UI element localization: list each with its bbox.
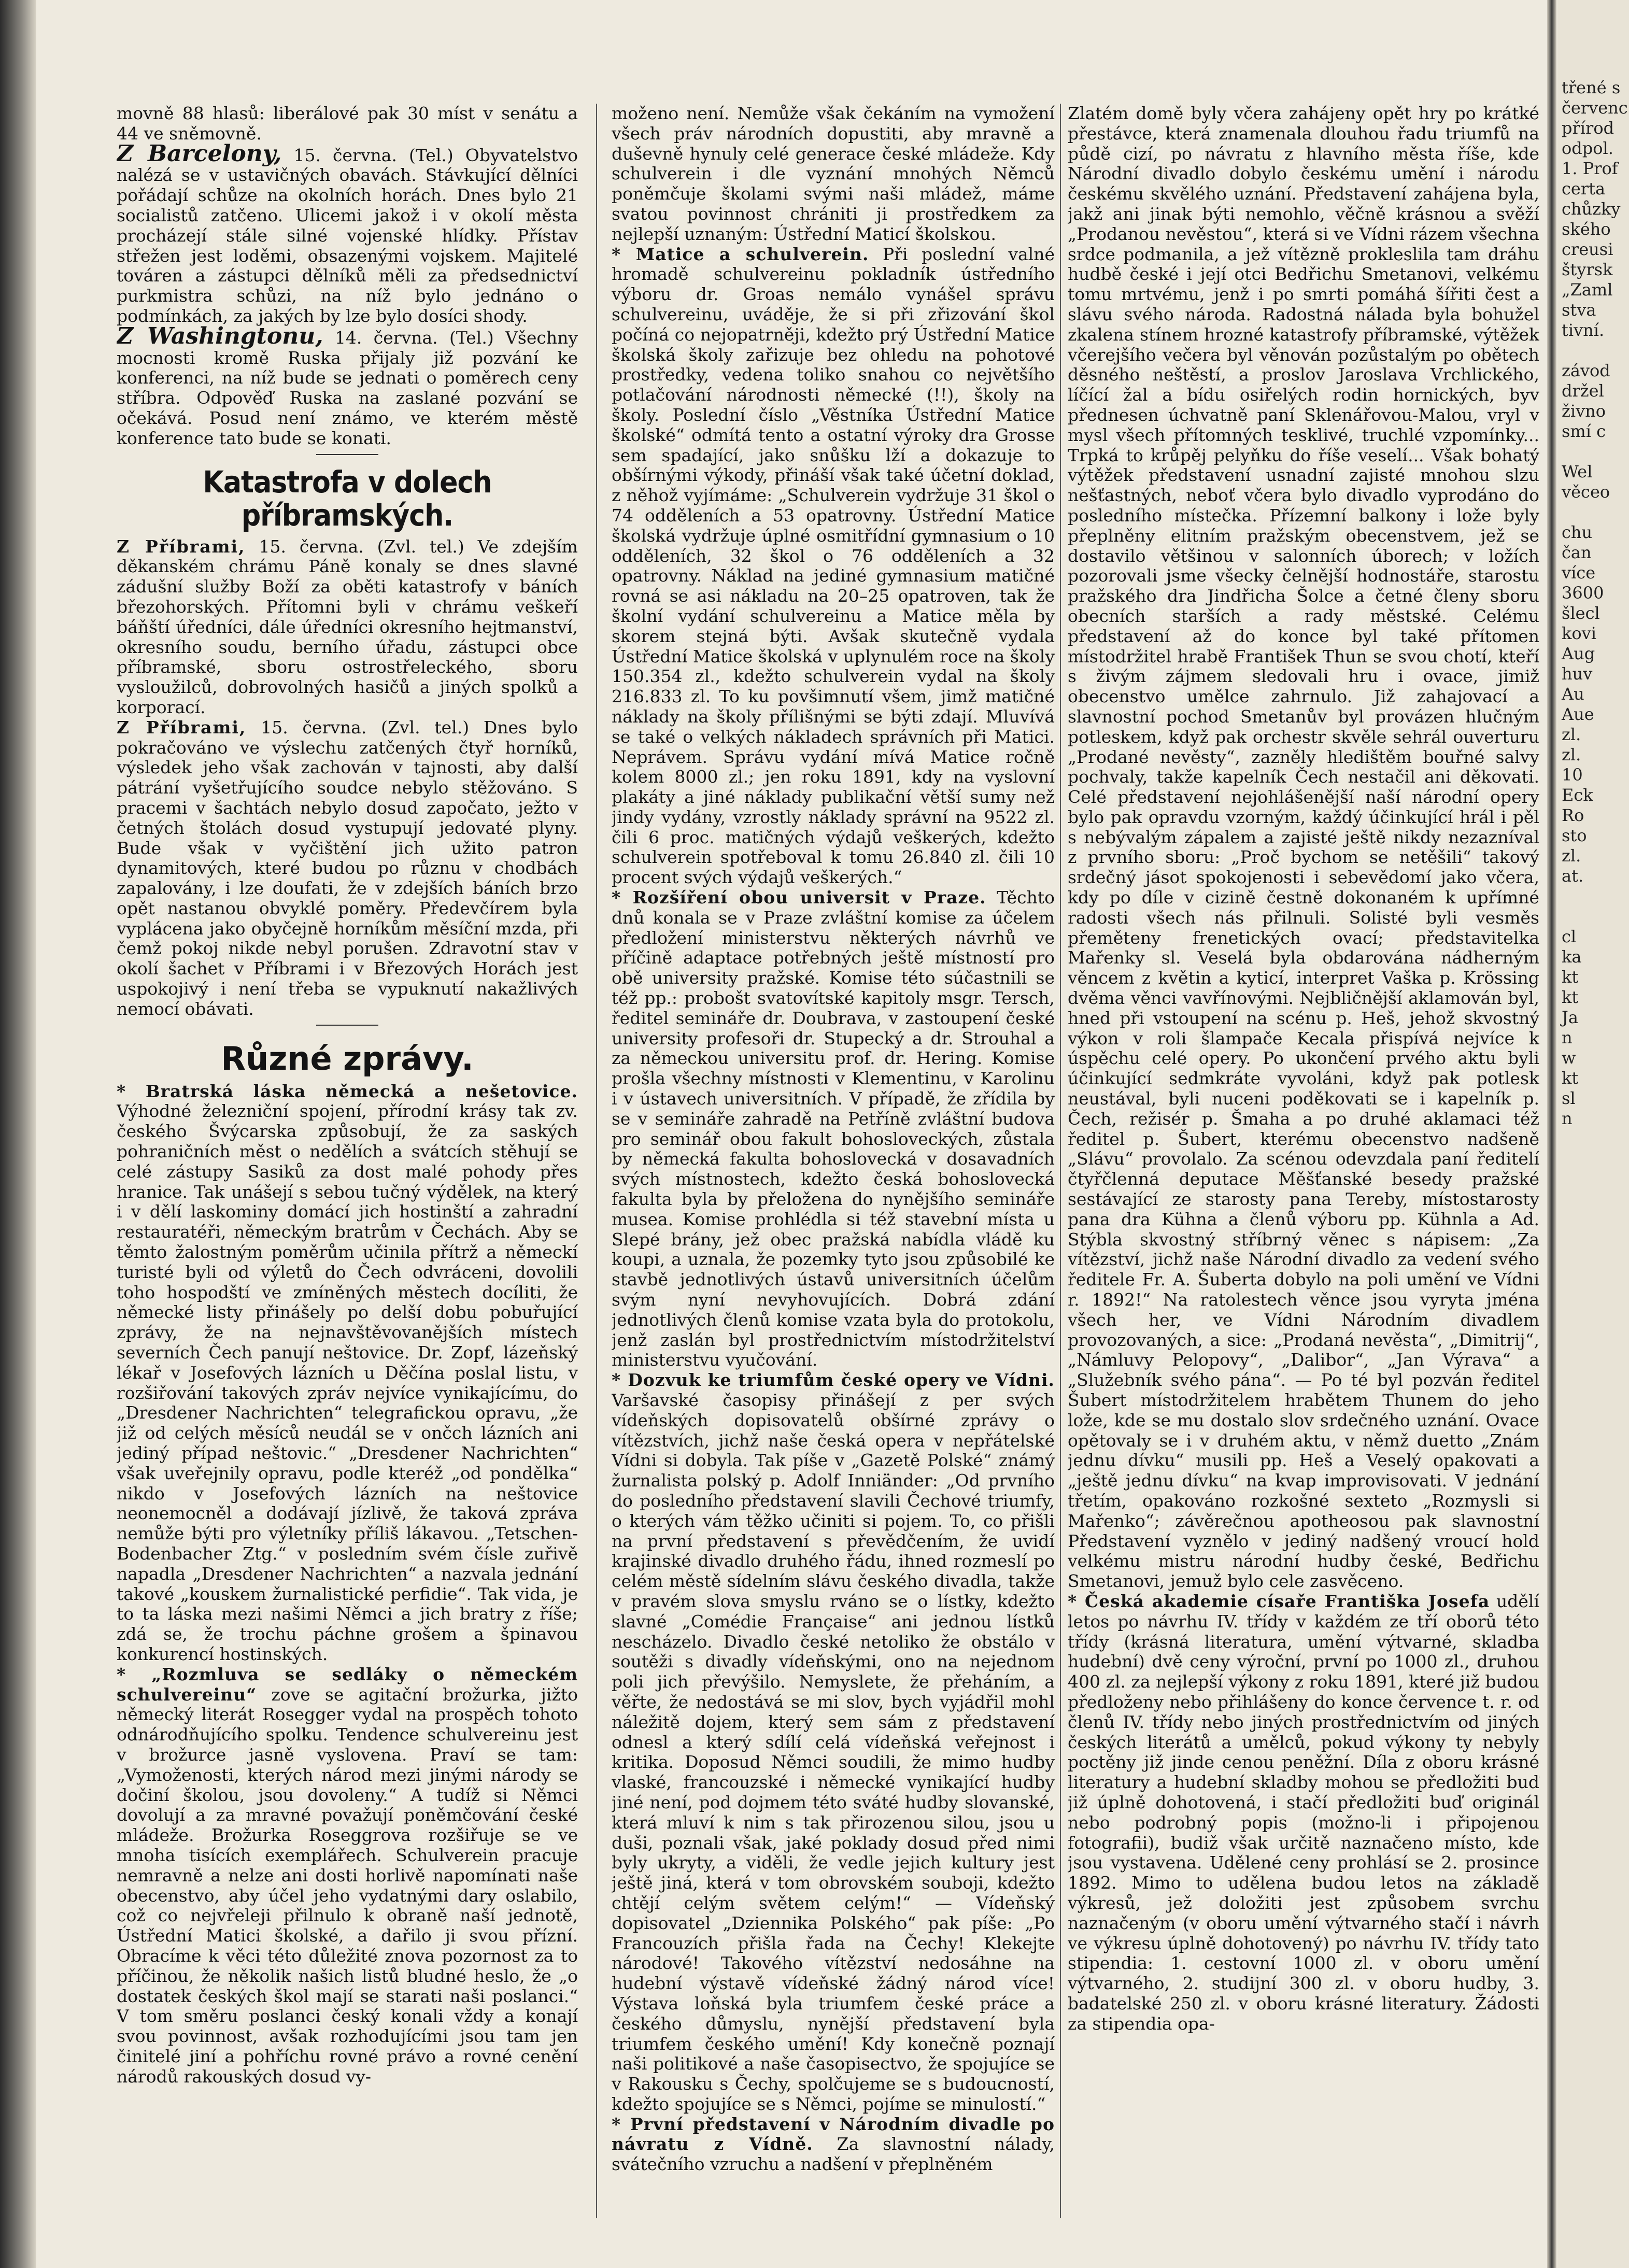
akademie-article <box>1068 1592 1539 2034</box>
rozmluva-title: * „Rozmluva se sedláky o německém schulvereinu“ <box>117 1664 578 1705</box>
pribram-body-1: 15. června. (Zvl. tel.) Ve zdejším děkanském chrámu Páně konaly se dnes slavné zádušní služby Boží za oběti katastrofy v báních březohorských. Přítomni byli v chrámu veškeří báňští úředníci, dále úředníci okresního hejtmanství, okresního soudu, berního úřadu, zástupci obce příbramské, sboru ostrostřeleckého, sboru vysloužilců, dobrovolných hasičů a jiných spolků a korporací. <box>117 536 578 717</box>
adjacent-page-text: třené s červenc přírod odpol. 1. Prof certa chůzky ského creusi štyrsk „Zaml stva tivní. závod držel živno smí c Wel věceo chu čan více 3600 šlecl kovi Aug huv Au Aue zl. zl. 10 Eck Ro sto zl. at. cl ka kt kt Ja n w kt sl n <box>1562 78 1628 1128</box>
column-1-intro: movně 88 hlasů: liberálové pak 30 míst v senátu a 44 ve sněmovně. <box>117 104 578 144</box>
matice-body: Při poslední valné hromadě schulvereinu pokladník ústředního výboru dr. Groas nemálo vynášel správu schulvereinu, uváděje, že si při zřizování škol počíná co nejopatrněji, kdežto prý Ústřední Matice školská školy zařizuje bez ohledu na pohotové prostředky, vedena toliko snahou co největšího potlačování národnosti německé (!!), školy na školy. Poslední číslo „Věstníka Ústřední Matice školské“ odmítá tento a ostatní výroky dra Grosse sem spadající, jako snůšku lží a dokazuje to obšírnými výkody, přináší však také účetní doklad, z něhož vyjímáme: „Schulverein vydržuje 31 škol o 74 odděleních a 53 opatrovny. Ústřední Matice školská vydržuje úplné osmitřídní gymnasium o 10 odděleních, 32 škol o 76 odděleních a 32 opatrovny. Náklad na jediné gymnasium matičné rovná se asi nákladu na 20–25 opatroven, tak že školní vydání schulvereinu a Matice měla by skorem stejná býti. Avšak skutečně vydala Ústřední Matice školská v uplynulém roce na školy 150.354 zl., kdežto schulverein vydal na školy 216.833 zl. To ku povšimnutí všem, jimž matičné náklady na školy přílišnými se býti zdají. Mluvívá se také o velkých nákladech správních při Matici. Neprávem. Správu vydání mívá Matice ročně kolem 8000 zl.; jen roku 1891, kdy na vyslovní plakáty a jiné náklady publikační větší sumy než jindy vydány, vzrostly náklady správní na 9522 zl. čili 6 proc. matičných výdajů veškerých, kdežto schulverein spotřeboval k tomu 26.840 zl. čili 10 procent svých výdajů veškerých.“ <box>612 244 1055 888</box>
adjacent-page-strip <box>1557 0 1629 2268</box>
prvni-article <box>612 2115 1055 2175</box>
section-divider <box>316 1025 378 1026</box>
barcelona-body: 15. června. (Tel.) Obyvatelstvo nalézá se v ustavičných obavách. Stávkující dělníci pořádají schůze na okolních horách. Dnes bylo 21 socialistů zatčeno. Ulicemi jakož i v okolí města procházejí stále silné vojenské hlídky. Přístav střežen jest loděmi, obsazenými vojskem. Majitelé továren a zástupci dělníků měli za předsednictví purkmistra schůzi, na níž bylo jednáno o podmínkách, za jakých by lze bylo dosíci shody. <box>117 145 578 326</box>
headline-katastrofa: Katastrofa v dolech příbramských. <box>203 464 492 533</box>
pribram-dateline-2: Z Příbrami, <box>117 717 247 738</box>
dozvuk-body: Varšavské časopisy přinášejí z per svých vídeňských dopisovatelů obšírné zprávy o vítězstvích, jichž naše česká opera v nepřátelské Vídni si dobyla. Tak píše v „Gazetě Polské“ známý žurnalista polský p. Adolf Inniänder: „Od prvního do posledního představení slavili Čechové triumfy, o kterých vám těžko učiniti si pojem. To, co přišli na první představení s převědčením, že uvidí krajinské divadlo druhého řádu, ihned rozmeslí po celém městě sídelním slávu českého divadla, takže v pravém slova smyslu rváno se o lístky, kdežto slavné „Comédie Française“ ani jednou lístků nescházelo. Divadlo české netoliko že obstálo v soutěži s divadly vídeňskými, ono na nejednom poli jich převýšilo. Nemyslete, že přeháním, a věřte, že nedostává se mi slov, bych vyjádřil mohl náležitě dojem, který sem sám z představení odnesl a který sdílí celá vídeňská veřejnost i kritika. Doposud Němci soudili, že mimo hudby vlaské, francouzské i německé vynikající hudby jiné není, pod dojmem této sváté hudby slovanské, která mluví k nim s tak přirozenou silou, jsou u duši, poznali však, jaké poklady dosud před nimi byly ukryty, a viděli, že vedle jejich kultury jest ještě jiná, která v tom obrovském souboji, kdežto chtějí celým světem celým!“ — Vídeňský dopisovatel „Dziennika Polského“ pak píše: „Po Francouzích přišla řada na Čechy! Klekejte národové! Takového vítězství nedosáhne na hudební výstavě vídeňské žádný národ více! Výstava loňská byla triumfem české práce a českého důmyslu, nynější představení byla triumfem českého umění! Kdy konečně poznají naši politikové a naše časopisectvo, že spojujíce se v Rakousku s Čechy, spolčujeme se s budoucností, kdežto spojujíce se s Němci, pojíme se minulostí.“ <box>612 1390 1055 2114</box>
column-rule <box>1060 104 1061 2218</box>
barcelona-article <box>117 140 578 327</box>
bratrska-body: Výhodné železniční spojení, přírodní krásy tak zv. českého Švýcarska způsobují, že za saských pohraničních měst o nedělích a svátcích stěhují se celé zástupy Sasiků za dost malé pohody přes hranice. Tak unášejí s sebou tučný výdělek, na který i v dělí laskominy domácí jich hostinští a zahradní restauratéři, německým bratrům v Čechách. Aby se těmto žalostným poměrům učinila přítrž a německí turisté byli od výletů do Čech odvráceni, dovolili toho hospodští ve zmíněných městech docíliti, že německé listy přinášely po delší dobu pobuřující zprávy, že na nejnavštěvovanějších místech severních Čech panují neštovice. Dr. Zopf, lázeňský lékař v Josefových lázních u Děčína poslal listu, v rozšiřování takových zpráv nejvíce vynikajícímu, do „Dresdener Nachrichten“ telegrafickou opravu, „že již od celých měsíců neudál se v ončch lázních ani jediný případ neštovic.“ „Dresdener Nachrichten“ však uveřejnily opravu, podle kteréž „od pondělka“ nikdo v Josefových lázních na neštovice neonemocněl a dodávají jízlivě, že taková zpráva nemůže býti pro výletníky příliš lákavou. „Tetschen-Bodenbacher Ztg.“ v posledním svém čísle zuřivě napadla „Dresdener Nachrichten“ a nazvala jednání takové „kouskem žurnalistické perfidie“. Tak vida, je to ta láska mezi našimi Němci a jich bratry z říše; zdá se, že trochu páchne grošem a špinavou konkurencí hostinských. <box>117 1101 578 1664</box>
column-3 <box>1068 104 1539 2255</box>
column-1 <box>117 104 578 2255</box>
dozvuk-article <box>612 1370 1055 2114</box>
rozsireni-body: Těchto dnů konala se v Praze zvláštní komise za účelem předložení ministerstvu některých návrhů ve příčině adaptace potřebných ještě místností pro obě university pražské. Komise této súčastnili se též pp.: probošt svatovítské kapitoly msgr. Tersch, ředitel semináře dr. Doubrava, v zastoupení české university profesoři dr. Stupecký a dr. Strouhal a za německou universitu prof. dr. Hering. Komise prošla všechny místnosti v Klementinu, v Karolinu i v ústavech universitních. V případě, že zřídila by se v semináře zahradě na Petříně zvláštní budova pro seminář obou fakult bohosloveckých, zůstala by německá fakulta bohoslovecká v dosavadních svých místnostech, kdežto česká bohoslovecká fakulta byla by přeložena do nynějšího semináře musea. Komise prohlédla si též stavební místa u Slepé brány, jež obec pražská nabídla vládě ku koupi, a uznala, že pozemky tyto jsou způsobilé ke stavbě jednotlivých ústavů universitních účelům svým nyní nevyhovujících. Dobrá zdání jednotlivých členů komise vzata byla do protokolu, jenž zaslán byl prostřednictvím místodržitelství ministerstvu vyučování. <box>612 887 1055 1370</box>
section-divider <box>316 454 378 455</box>
matice-article <box>612 245 1055 888</box>
prvni-title: * První představení v Národním divadle po návratu z Vídně. <box>612 2114 1055 2154</box>
akademie-body: udělí letos po návrhu IV. třídy v každém ze tří oborů této třídy (krásná literatura, umění výtvarné, skladba hudební) dvě ceny výroční, první po 1000 zl., druhou 400 zl. za nejlepší výkony z roku 1891, které již budou předloženy nebo přihlášeny do konce července t. r. od členů IV. třídy nebo jiných prostřednictvím od jiných českých literátů a umělců, pokud výkony ty nebyly poctěny již jinde cenou peněžní. Díla z oboru krásné literatury a hudební skladby mohou se předložiti buď již úplně dohotovená, i stačí předložiti buď originál nebo podrobný popis (možno-li i připojenou fotografii), budiž však určitě naznačeno místo, kde jsou vystavena. Udělené ceny prohlásí se 2. prosince 1892. Mimo to udělena budou letos na základě výkresů, jež doložiti jest způsobem svrchu naznačeným (v oboru umění výtvarného stačí i návrh ve výkresu úplně dohotovený) po návrhu IV. třídy tato stipendia: 1. cestovní 1000 zl. v oboru umění výtvarného, 2. studijní 300 zl. v oboru hudby, 3. badatelské 250 zl. v oboru krásné literatury. Žádosti za stipendia opa- <box>1068 1591 1539 2034</box>
matice-title: * Matice a schulverein. <box>612 244 869 264</box>
dozvuk-title: * Dozvuk ke triumfům české opery ve Vídni. <box>612 1370 1055 1391</box>
binding-gutter <box>0 0 36 2268</box>
page-fold <box>1547 0 1556 2268</box>
pribram-dateline-1: Z Příbrami, <box>117 536 246 557</box>
column-2-intro: moženo není. Nemůže však čekáním na vymožení všech práv národních dopustiti, aby mravně a duševně hynuly celé generace české mládeže. Kdy schulverein i dle vyznání mnohých Němců poněmčuje školami svými naši mládež, máme svatou povinnost chrániti ji prostředkem za nejlepší uznaným: Ústřední Maticí školskou. <box>612 104 1055 244</box>
column-rule <box>596 104 597 2218</box>
rozsireni-article <box>612 888 1055 1370</box>
washington-dateline: Z Washingtonu, <box>117 322 323 349</box>
pribram-article-2 <box>117 718 578 1019</box>
barcelona-dateline: Z Barcelony, <box>117 140 282 167</box>
akademie-title: * Česká akademie císaře Františka Josefa <box>1068 1591 1490 1611</box>
column-3-intro: Zlatém domě byly včera zahájeny opět hry po krátké přestávce, která znamenala dlouhou řadu triumfů na půdě cizí, po návratu z hlavního města říše, kde Národní divadlo dobylo českému umění i národu českému skvělého uznání. Představení zahájena byla, jakž ani jinak býti nemohlo, věčně krásnou a svěží „Prodanou nevěstou“, která si ve Vídni rázem všechna srdce podmanila, a jež vítězně prokleslila tam dráhu hudbě české i její otci Bedřichu Smetanovi, velkému tomu mrtvému, jenž i po smrti pomáhá šířiti čest a slávu svého národa. Radostná nálada byla bohužel zkalena stínem hrozné katastrofy příbramské, výtěžek včerejšího večera byl věnován pozůstalým po obětech děsného neštěstí, a proslov Jaroslava Vrchlického, líčící žal a bídu osiřelých rodin hornických, byv přednesen úchvatně paní Sklenářovou-Malou, vryl v mysl všech přítomných tesklivé, truchlé vzpomínky... Trpká to krůpěj pelyňku do říše veselí... Však bohatý výtěžek představení usnadní zajisté mnohou slzu nešťastných, neboť včera bylo divadlo vyprodáno do posledního místečka. Přízemní balkony i lože byly přeplněny elitním pražským obecenstvem, jež se dostavilo většinou v salonních úborech; v ložích pozorovali jsme všecky čelnější hodnostáře, starostu pražského dra Jindřicha Šolce a četné členy sboru obecních starších a rady městské. Celému představení až do konce byl také přítomen místodržitel hrabě František Thun se svou chotí, kteří s živým zájmem sledovali hru i ovace, jimiž obecenstvo umělce zahrnulo. Již zahajovací a slavnostní pochod Smetanův byl provázen hlučným potleskem, když pak orchestr skvěle sehrál ouverturu „Prodané nevěsty“, zazněly hledištěm bouřné salvy pochvaly, takže kapelník Čech nestačil ani děkovati. Celé představení nejohlášenější naší národní opery bylo pak opravdu vzorným, každý účinkující hrál i pěl s nebývalým zápalem a zajisté ještě nikdy nezazníval z prvního sboru: „Proč bychom se netěšili“ takový srdečný jásot spokojenosti i sebevědomí jako včera, kdy po díle v cizině čestně dokonaném k upřímné radosti všech nás přilnuli. Solisté byli vesměs přeměteny frenetických ovací; představitelka Mařenky sl. Veselá byla obdarována nádherným věncem z květin a kyticí, interpret Vaška p. Krössing dvěma věnci vavřínovými. Nejbličnější aklamován byl, hned při vstoupení na scénu p. Heš, jehož skvostný výkon v roli šlampače Kecala přispívá nejvíce k úspěchu celé opery. Po ukončení prvého aktu byli účinkující sedmkráte vyvoláni, když pak potlesk neustával, byli nuceni poděkovati se i kapelník p. Čech, režisér p. Šmaha a po druhé aklamaci též ředitel p. Šubert, kterému obecenstvo nadšeně „Slávu“ provolalo. Za scénou odevzdala paní ředitelí čtyřčlenná deputace Měšťanské besedy pražské sestávající ze starosty pana Tereby, místostarosty pana dra Kühna a členů výboru pp. Kühnla a Ad. Stýbla skvostný stříbrný věnec s nápisem: „Za vítězství, jichž naše Národní divadlo za vedení svého ředitele Fr. A. Šuberta dobylo na poli umění ve Vídni r. 1892!“ Na ratolestech věnce jsou vyryta jména všech her, ve Vídni Národním divadlem provozovaných, a sice: „Prodaná nevěsta“, „Dimitrij“, „Námluvy Pelopovy“, „Dalibor“, „Jan Výrava“ a „Služebník svého pána“. — Po té byl pozván ředitel Šubert místodržitelem hrabětem Thunem do jeho lože, kde se mu dostalo slov srdečného uznání. Ovace opětovaly se i v druhém aktu, v němž duetto „Znám jednu dívku“ musili pp. Heš a Veselý opakovati a „ještě jednu dívku“ na kvap improvisovati. V jednání třetím, opakováno rozkošné sexteto „Rozmysli si Mařenko“; závěrečnou apotheosou pak slavnostní Představení vyznělo v jediný nadšený vroucí hold velkému mistru národní hudby české, Bedřichu Smetanovi, jemuž bylo cele zasvěceno. <box>1068 104 1539 1592</box>
rozmluva-article <box>117 1665 578 2087</box>
rozmluva-body: zove se agitační brožurka, jižto německý literát Rosegger vydal na prospěch tohoto odnárodňujícího spolku. Tendence schulvereinu jest v brožurce jasně vyslovena. Praví se tam: „Vymoženosti, kterých národ mezi jinými národy se dočiní školou, jsou dovoleny.“ A tudíž si Němci dovolují a za mravné považují poněmčování české mládeže. Brožurka Roseggrova rozšiřuje se ve mnoha tisících exemplářech. Schulverein pracuje nemravně a nelze ani dosti horlivě napomínati naše obecenstvo, aby účel jeho vydatnými dary oslabilo, což co nejvřeleji přilnulo k obraně naší jednotě, Ústřední Matici školské, a dařilo ji svou přízní. Obracíme k věci této důležité znova pozornost za to příčinou, že několik našich listů bludné heslo, že „o dostatek českých škol mají se starati naši poslanci.“ V tom směru poslanci český konali vždy a konají svou povinnost, avšak rozhodujícími jsou tam jen činitelé jiní a pohříchu rovné právo a rovné cenění národů rakouských dosud vy- <box>117 1684 578 2087</box>
column-2 <box>612 104 1055 2255</box>
pribram-article-1 <box>117 537 578 718</box>
washington-article <box>117 322 578 449</box>
bratrska-article <box>117 1082 578 1665</box>
prvni-body: Za slavnostní nálady, svátečního vzruchu a nadšení v přeplněném <box>612 2134 1055 2175</box>
pribram-body-2: 15. června. (Zvl. tel.) Dnes bylo pokračováno ve výslechu zatčených čtyř horníků, výsledek jeho však zachován v tajnosti, aby další pátrání vyšetřujícího soudce nebylo stěžováno. S pracemi v šachtách nebylo dosud započato, ježto v četných štolách dosud vystupují jedovaté plyny. Bude však v vyčištění jich užito patron dynamitových, které budou po různu v chodbách zapalovány, i lze doufati, že v zdejších báních brzo opět nastanou obvyklé poměry. Předevčírem byla vyplácena jako obyčejně horníkům měsíční mzda, při čemž pokoj nikde nebyl porušen. Zdravotní stav v okolí šachet v Příbrami i v Březových Horách jest uspokojivý i není třeba se vypuknutí nakažlivých nemocí obávati. <box>117 717 578 1019</box>
rozsireni-title: * Rozšíření obou universit v Praze. <box>612 887 986 908</box>
bratrska-title: * Bratrská láska německá a nešetovice. <box>117 1081 578 1101</box>
washington-body: 14. června. (Tel.) Všechny mocnosti kromě Ruska přijaly již pozvání ke konferenci, na níž bude se jednati o poměrech ceny stříbra. Odpověď Ruska na zaslané pozvání se očekává. Posud není známo, ve kterém městě konference tato bude se konati. <box>117 327 578 448</box>
headline-ruzne-zpravy: Různé zprávy. <box>221 1039 474 1078</box>
